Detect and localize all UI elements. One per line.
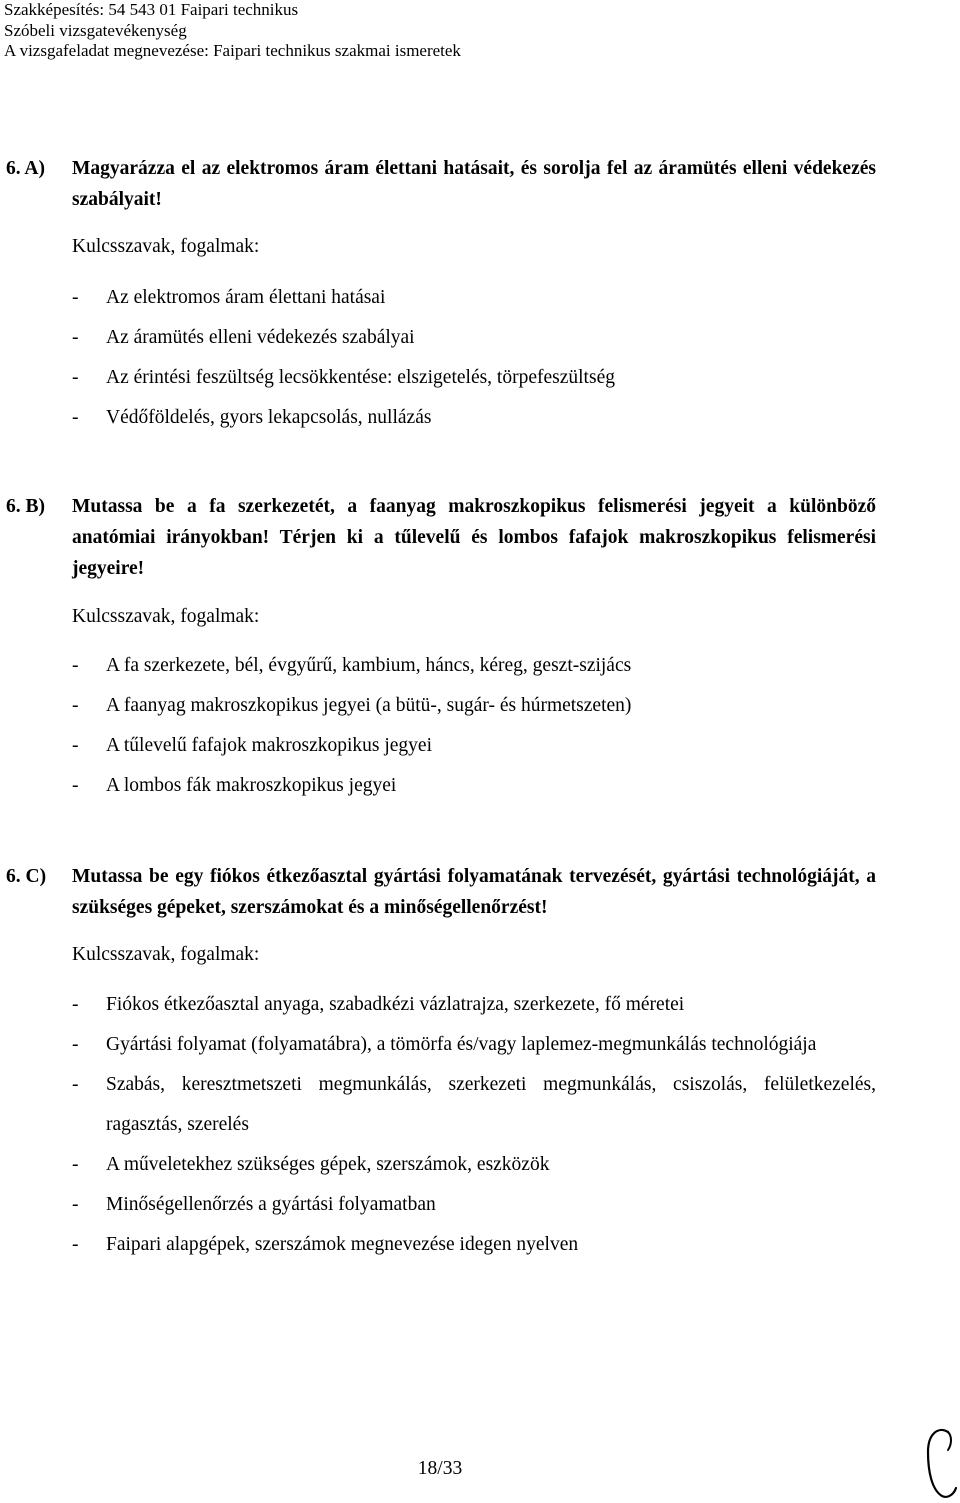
bullet-dash: - xyxy=(72,775,79,796)
document-header xyxy=(4,0,461,62)
list-item: - Gyártási folyamat (folyamatábra), a tömörfa és/vagy laplemez-megmunkálás technológiája xyxy=(72,1025,876,1065)
keyword-list xyxy=(72,985,876,1265)
header-exam-activity: Szóbeli vizsgatevékenység xyxy=(4,20,187,40)
page-number: 18/33 xyxy=(417,1458,463,1479)
bullet-dash: - xyxy=(72,695,79,716)
bullet-dash: - xyxy=(72,327,79,348)
question-6a xyxy=(6,153,876,215)
question-6b xyxy=(6,491,876,584)
bullet-dash: - xyxy=(72,407,79,428)
header-qualification: Szakképesítés: 54 543 01 Faipari technikus xyxy=(4,0,299,19)
list-item: - Az érintési feszültség lecsökkentése: elszigetelés, törpefeszültség xyxy=(72,358,876,398)
list-item: - A lombos fák makroszkopikus jegyei xyxy=(72,766,876,806)
list-item: - A műveletekhez szükséges gépek, szerszámok, eszközök xyxy=(72,1145,876,1185)
list-item: - A faanyag makroszkopikus jegyei (a bütü-, sugár- és húrmetszeten) xyxy=(72,686,876,726)
question-title: Mutassa be a fa szerkezetét, a faanyag makroszkopikus felismerési jegyeit a különböző anatómiai irányokban! Térjen ki a tűlevelű és lombos fafajok makroszkopikus felismerési jegyeire! xyxy=(72,496,876,579)
question-number: 6. A) xyxy=(6,158,45,179)
bullet-dash: - xyxy=(72,1034,79,1055)
question-number: 6. B) xyxy=(6,496,45,517)
list-item: - Szabás, keresztmetszeti megmunkálás, szerkezeti megmunkálás, csiszolás, felületkezelés, ragasztás, szerelés xyxy=(72,1065,876,1145)
question-title: Mutassa be egy fiókos étkezőasztal gyártási folyamatának tervezését, gyártási technológiáját, a szükséges gépeket, szerszámokat és a minőségellenőrzést! xyxy=(72,866,876,918)
bullet-dash: - xyxy=(72,1194,79,1215)
keywords-label: Kulcsszavak, fogalmak: xyxy=(72,236,260,257)
question-number: 6. C) xyxy=(6,866,47,887)
bullet-dash: - xyxy=(72,367,79,388)
question-6c xyxy=(6,861,876,923)
bullet-dash: - xyxy=(72,1154,79,1175)
bullet-dash: - xyxy=(72,287,79,308)
signature-mark xyxy=(918,1420,960,1503)
keywords-label: Kulcsszavak, fogalmak: xyxy=(72,606,260,627)
bullet-dash: - xyxy=(72,735,79,756)
keyword-list xyxy=(72,278,876,438)
list-item: - Faipari alapgépek, szerszámok megnevezése idegen nyelven xyxy=(72,1225,876,1265)
list-item: - Minőségellenőrzés a gyártási folyamatban xyxy=(72,1185,876,1225)
list-item: - Az áramütés elleni védekezés szabályai xyxy=(72,318,876,358)
list-item: - Az elektromos áram élettani hatásai xyxy=(72,278,876,318)
bullet-dash: - xyxy=(72,1234,79,1255)
keyword-list xyxy=(72,646,876,806)
question-title: Magyarázza el az elektromos áram élettani hatásait, és sorolja fel az áramütés elleni védekezés szabályait! xyxy=(72,158,876,210)
header-exam-task: A vizsgafeladat megnevezése: Faipari technikus szakmai ismeretek xyxy=(4,41,461,60)
bullet-dash: - xyxy=(72,994,79,1015)
bullet-dash: - xyxy=(72,655,79,676)
bullet-dash: - xyxy=(72,1074,79,1095)
list-item: - Fiókos étkezőasztal anyaga, szabadkézi vázlatrajza, szerkezete, fő méretei xyxy=(72,985,876,1025)
list-item: - A tűlevelű fafajok makroszkopikus jegyei xyxy=(72,726,876,766)
list-item: - A fa szerkezete, bél, évgyűrű, kambium, háncs, kéreg, geszt-szijács xyxy=(72,646,876,686)
keywords-label: Kulcsszavak, fogalmak: xyxy=(72,944,260,965)
list-item: - Védőföldelés, gyors lekapcsolás, nullázás xyxy=(72,398,876,438)
